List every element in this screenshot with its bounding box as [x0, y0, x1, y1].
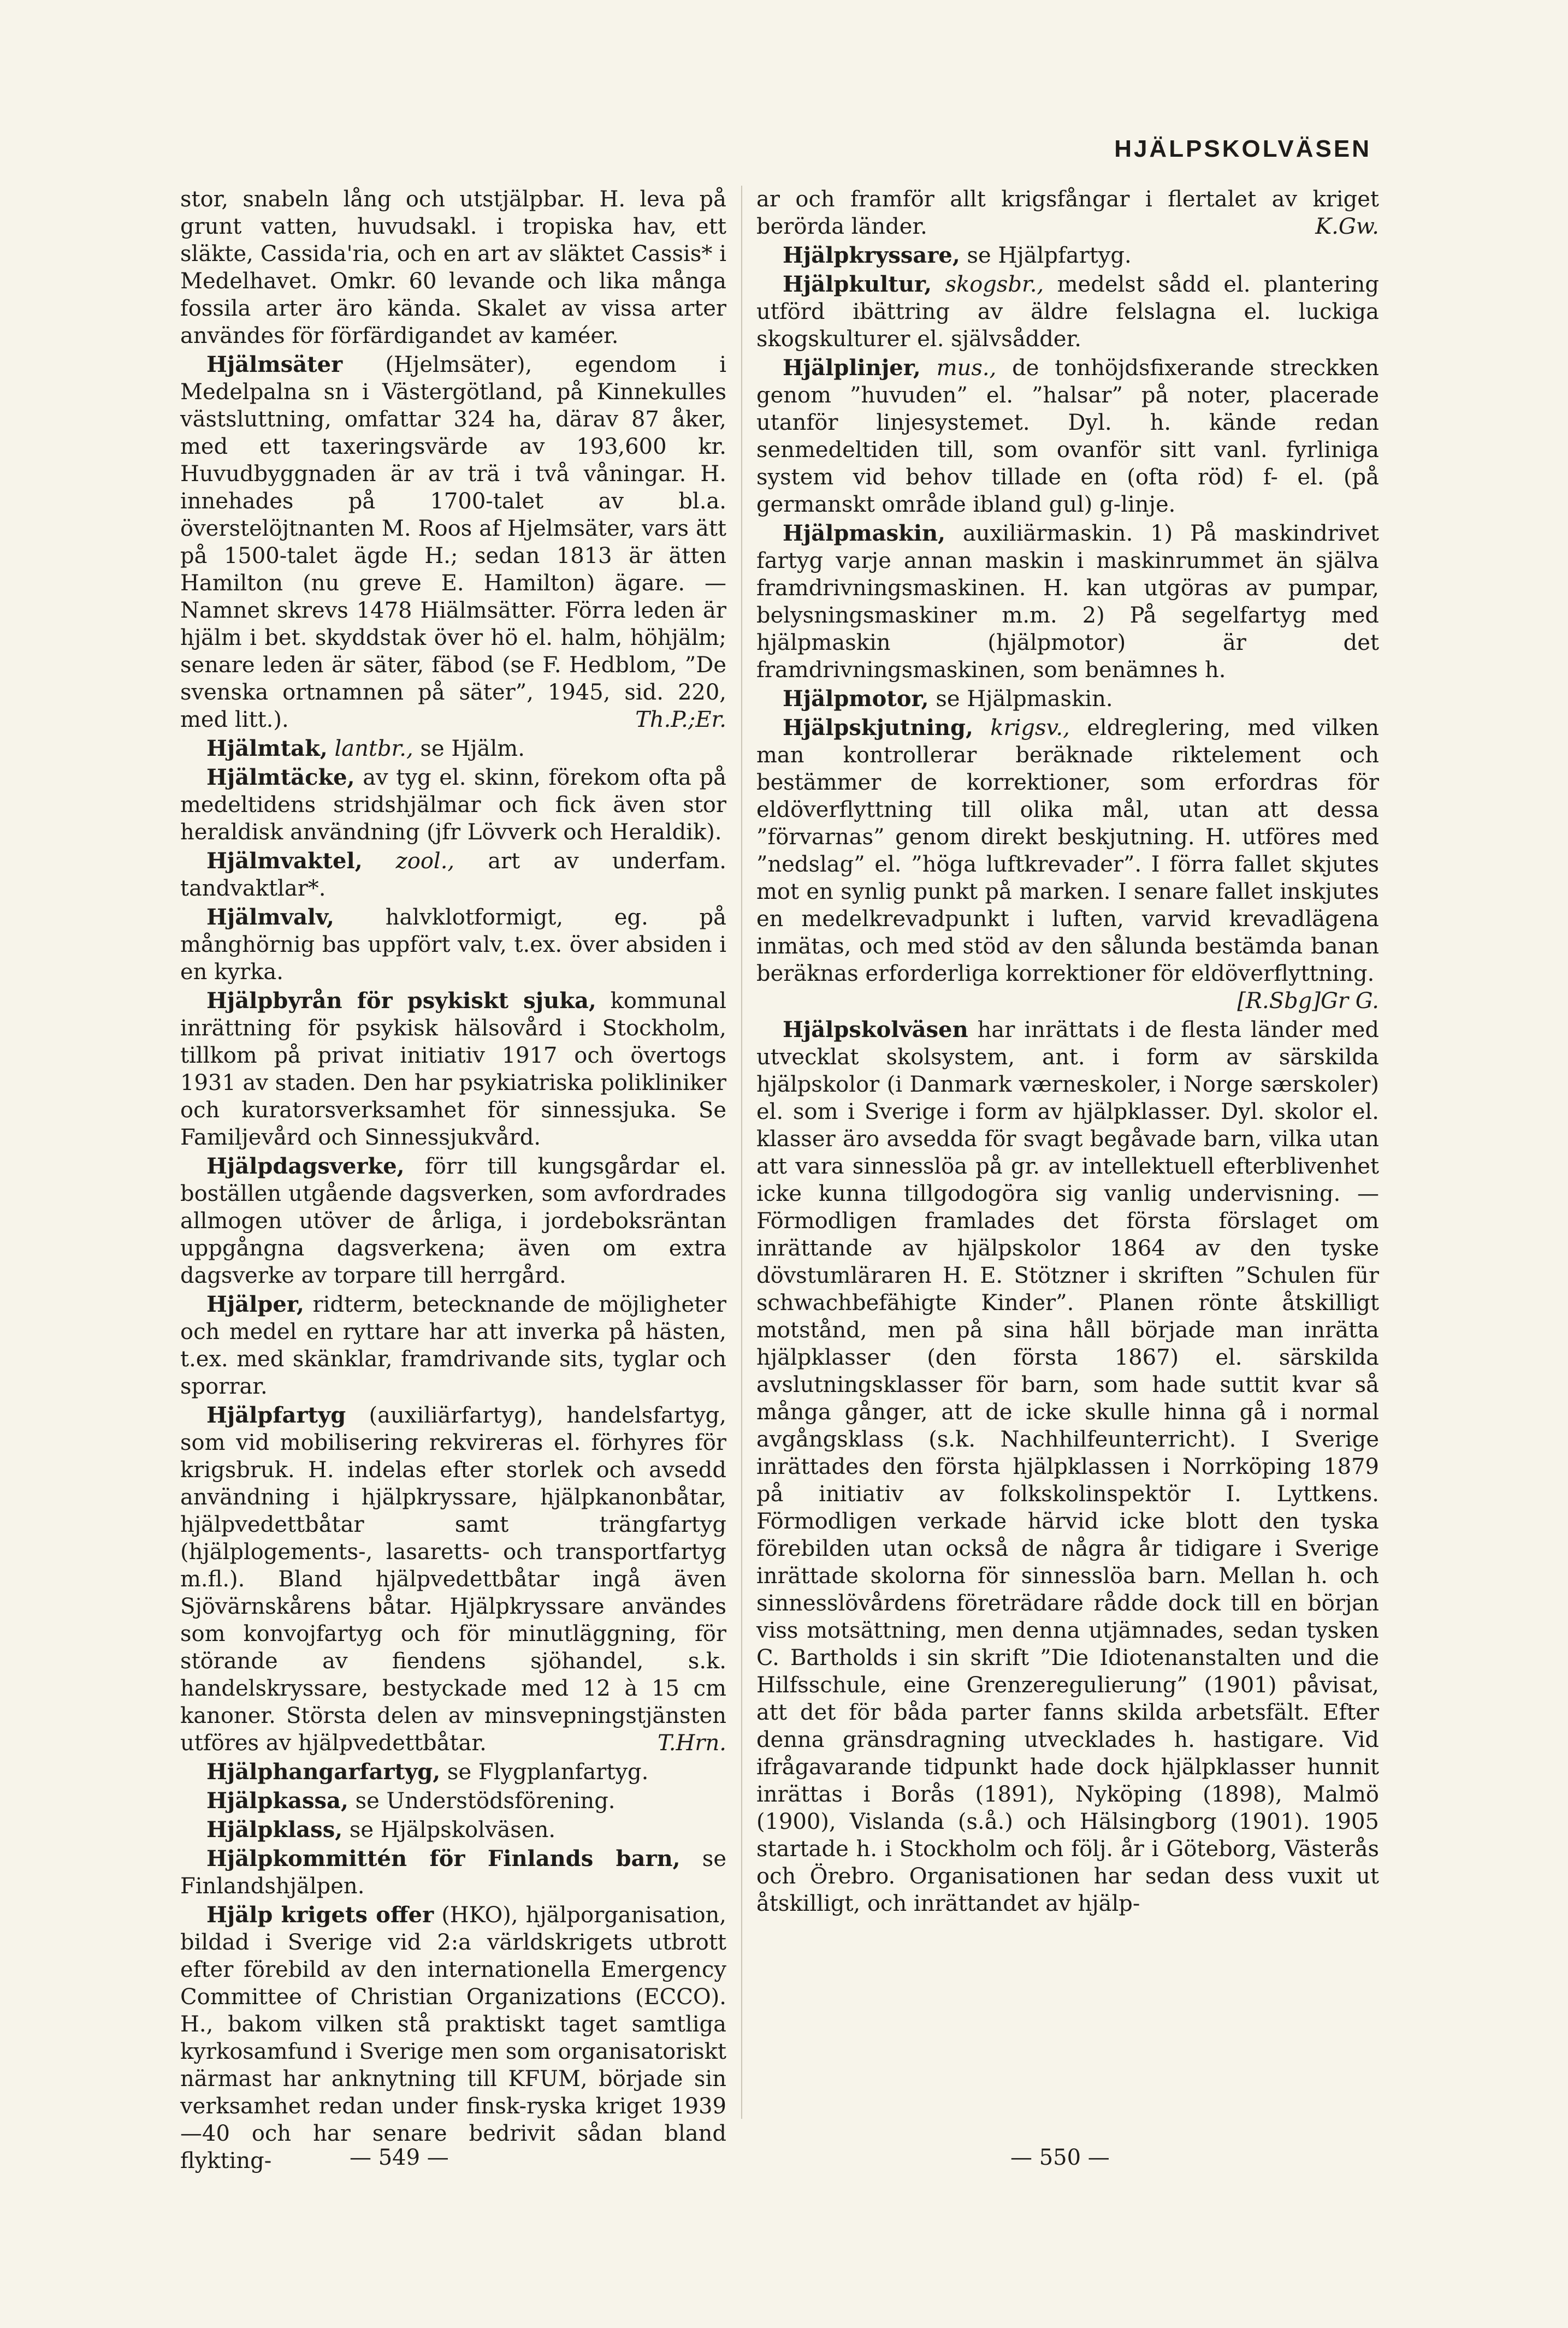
entry-text: (HKO), hjälporganisation, bildad i Sverige vid 2:a världskrigets utbrott efter förebild av den internationella Emergency Committee of Christian Organizations (ECCO). H., bakom vilken stå praktiskt taget samtliga kyrkosamfund i Sverige men som organisatoriskt närmast har anknytning till KFUM, började sin verksamhet redan under finsk-ryska kriget 1939—40 och har senare bedrivit sådan bland flykting- — [180, 1903, 727, 2173]
entry-hjalmvalv — [180, 904, 726, 986]
column-divider — [741, 186, 742, 2119]
entry-hjalphangarfartyg — [180, 1758, 726, 1786]
entry-text: (Hjelmsäter), egendom i Medelpalna sn i Västergötland, på Kinnekulles västsluttning, omfattar 324 ha, därav 87 åker, med ett taxeringsvärde av 193,600 kr. Huvudbyggnaden är av trä i två våningar. H. innehades på 1700-talet av bl.a. överstelöjtnanten M. Roos af Hjelmsäter, vars ätt på 1500-talet ägde H.; sedan 1813 är ätten Hamilton (nu greve E. Hamilton) ägare. — Namnet skrevs 1478 Hiälmsätter. Förra leden är hjälm i bet. skyddstak över hö el. halm, höhjälm; senare leden är säter, fäbod (se F. Hedblom, ”De svenska ortnamnen på säter”, 1945, sid. 220, med litt.). — [180, 352, 726, 732]
entry-text: se Finlandshjälpen. — [180, 1846, 726, 1899]
entry-cont-flykting — [756, 186, 1379, 240]
entry-headword: Hjälmvaktel, — [206, 848, 363, 874]
entry-headword: Hjälmsäter — [206, 352, 343, 377]
entry-headword: Hjälpkassa, — [206, 1788, 348, 1814]
entry-headword: Hjälpbyrån för psykiskt sjuka, — [206, 988, 596, 1014]
entry-headword: Hjälpskolväsen — [783, 1017, 968, 1042]
entry-hjalpdagsverke — [180, 1153, 726, 1289]
entry-text: se Understödsförening. — [355, 1788, 616, 1814]
entry-hjalpskolvasen — [756, 1016, 1379, 1917]
entry-text: se Flygplanfartyg. — [447, 1760, 649, 1785]
entry-text: se Hjälpfartyg. — [967, 243, 1132, 268]
entry-subject-label: skogsbr., — [945, 272, 1044, 297]
entry-hjalmsater — [180, 351, 726, 733]
entry-headword: Hjälp krigets offer — [206, 1902, 434, 1928]
entry-hjalpkassa — [180, 1787, 726, 1815]
left-column — [180, 186, 726, 2176]
entry-headword: Hjälpkultur, — [783, 271, 932, 297]
entry-hjalpmotor — [756, 685, 1379, 713]
author-signature: T.Hrn. — [658, 1731, 726, 1756]
entry-text: medelst sådd el. plantering utförd ibättring av äldre felslagna el. luckiga skogskulturer el. självsådder. — [756, 272, 1379, 352]
entry-headword: Hjälpdagsverke, — [206, 1153, 405, 1179]
entry-text: av tyg el. skinn, förekom ofta på medeltidens stridshjälmar och fick även stor heraldisk användning (jfr Lövverk och Heraldik). — [180, 765, 726, 845]
entry-hjalmtak — [180, 735, 726, 762]
entry-text: ridterm, betecknande de möjligheter och medel en ryttare har att inverka på hästen, t.ex. med skänklar, framdrivande sits, tyglar och sporrar. — [180, 1292, 727, 1399]
entry-headword: Hjälpskjutning, — [783, 715, 973, 741]
entry-headword: Hjälmvalv, — [206, 904, 334, 930]
entry-text: se Hjälm. — [420, 736, 525, 761]
entry-hjalpklass — [180, 1816, 726, 1844]
entry-text: ar och framför allt krigsfångar i flertalet av kriget berörda länder. — [756, 187, 1379, 239]
entry-headword: Hjälpkommittén för Finlands barn, — [206, 1846, 681, 1871]
entry-hjalpkultur — [756, 271, 1379, 353]
author-signature: [R.Sbg]Gr G. — [1237, 988, 1379, 1014]
entry-text: (auxiliärfartyg), handelsfartyg, som vid mobilisering rekvireras el. förhyres för krigsbruk. H. indelas efter storlek och avsedd användning i hjälpkryssare, hjälpkanonbåtar, hjälpvedettbåtar samt trängfartyg (hjälplogements-, lasaretts- och transportfartyg m.fl.). Bland hjälpvedettbåtar ingå även Sjövärnskårens båtar. Hjälpkryssare användes som konvojfartyg och för minutläggning, för störande av fiendens sjöhandel, s.k. handelskryssare, bestyckade med 12 à 15 cm kanoner. Största delen av minsvepningstjänsten utföres av hjälpvedettbåtar. — [180, 1403, 726, 1756]
entry-subject-label: lantbr., — [334, 736, 413, 761]
entry-hjalpkommitten — [180, 1845, 726, 1900]
entry-headword: Hjälphangarfartyg, — [206, 1759, 441, 1785]
entry-headword: Hjälplinjer, — [783, 355, 921, 381]
entry-text: auxiliärmaskin. 1) På maskindrivet fartyg varje annan maskin i maskinrummet än själva framdrivningsmaskinen. H. kan utgöras av pumpar, belysningsmaskiner m.m. 2) På segelfartyg med hjälpmaskin (hjälpmotor) är det framdrivningsmaskinen, som benämnes h. — [756, 521, 1380, 683]
entry-hjalper — [180, 1291, 726, 1400]
entry-hjalpkrigetsoffer — [180, 1902, 726, 2175]
entry-headword: Hjälpfartyg — [206, 1402, 346, 1428]
entry-text: kommunal inrättning för psykisk hälsovård i Stockholm, tillkom på privat initiativ 1917 och övertogs 1931 av staden. Den har psykiatriska polikliniker och kuratorsverksamhet för sinnessjuka. Se Familjevård och Sinnessjukvård. — [180, 988, 726, 1150]
author-signature: Th.P.;Er. — [635, 707, 726, 732]
entry-text: se Hjälpmaskin. — [936, 686, 1113, 712]
entry-text: eldreglering, med vilken man kontrollerar beräknade riktelement och bestämmer de korrektioner, som erfordras för eldöverflyttning till olika mål, utan att dessa ”förvarnas” genom direkt beskjutning. H. utföres med ”nedslag” el. ”höga luftkrevader”. I förra fallet skjutes mot en synlig punkt på marken. I senare fallet inskjutes en medelkrevadpunkt i luften, varvid krevadlägena inmätas, och med stöd av den sålunda bestämda banan beräknas erforderliga korrektioner för eldöverflyttning. — [756, 715, 1379, 986]
entry-headword: Hjälpmaskin, — [783, 520, 946, 546]
entry-text: halvklotformigt, eg. på månghörnig bas uppfört valv, t.ex. över absiden i en kyrka. — [180, 905, 727, 985]
entry-stor — [180, 186, 726, 350]
page-number-left: — 549 — — [350, 2145, 449, 2170]
author-signature: K.Gw. — [1315, 214, 1379, 239]
entry-text: de tonhöjdsfixerande streckken genom ”huvuden” el. ”halsar” på noter, placerade utanför linjesystemet. Dyl. h. kände redan senmedeltiden till, som ovanför sitt vanl. fyrliniga system vid behov tillade en (ofta röd) f- el. (på germanskt område ibland gul) g-linje. — [756, 356, 1379, 517]
entry-text: stor, snabeln lång och utstjälpbar. H. leva på grunt vatten, huvudsakl. i tropiska hav, ett släkte, Cassida'ria, och en art av släktet Cassis* i Medelhavet. Omkr. 60 levande och lika många fossila arter äro kända. Skalet av vissa arter användes för förfärdigandet av kaméer. — [180, 187, 726, 348]
entry-headword: Hjälmtäcke, — [206, 765, 355, 790]
entry-hjalmvaktel — [180, 848, 726, 902]
entry-text: se Hjälpskolväsen. — [349, 1817, 556, 1843]
entry-text: förr till kungsgårdar el. boställen utgående dagsverken, som avfordrades allmogen utöver de årliga, i jordeboksräntan uppgångna dagsverkena; även om extra dagsverke av torpare till herrgård. — [180, 1154, 726, 1288]
entry-hjalpskjutning — [756, 714, 1379, 1015]
right-column — [756, 186, 1379, 1919]
entry-text: art av underfam. tandvaktlar*. — [180, 849, 726, 901]
entry-subject-label: mus., — [936, 356, 997, 381]
entry-hjalmtacke — [180, 764, 726, 846]
entry-headword: Hjälper, — [206, 1292, 304, 1317]
page-number-right: — 550 — — [1010, 2145, 1110, 2170]
entry-hjalplinjer — [756, 354, 1379, 518]
entry-subject-label: krigsv., — [990, 715, 1070, 741]
entry-hjalpfartyg — [180, 1402, 726, 1757]
entry-headword: Hjälpklass, — [206, 1817, 343, 1843]
entry-hjalpbyran — [180, 987, 726, 1151]
entry-text: har inrättats i de flesta länder med utvecklat skolsystem, ant. i form av särskilda hjälpskolor (i Danmark værneskoler, i Norge særskoler) el. som i Sverige i form av hjälpklasser. Dyl. skolor el. klasser äro avsedda för svagt begåvade barn, vilka utan att vara sinnesslöa på gr. av intellektuell efterblivenhet icke kunna tillgodogöra sig vanlig undervisning. — Förmodligen framlades det första förslaget om inrättande av hjälpskolor 1864 av den tyske dövstumläraren H. E. Stötzner i skriften ”Schulen für schwachbefähigte Kinder”. Planen rönte åtskilligt motstånd, men på sina håll började man inrätta hjälpklasser (den första 1867) el. särskilda avslutningsklasser för barn, som hade suttit kvar så många gånger, att de icke skulle hinna gå i normal avgångsklass (s.k. Nachhilfeunterricht). I Sverige inrättades den första hjälpklassen i Norrköping 1879 på initiativ av folkskolinspektör I. Lyttkens. Förmodligen verkade härvid icke blott den tyska förebilden utan också de några år tidigare i Sverige inrättade skolorna för sinnesslöa barn. Mellan h. och sinnesslövårdens företrädare rådde dock till en början viss motsättning, men denna utjämnades, sedan tysken C. Bartholds i sin skrift ”Die Idiotenanstalten und die Hilfsschule, eine Grenzeregulierung” (1901) påvisat, att det för båda parter fanns skilda arbetsfält. Efter denna gränsdragning utvecklades h. hastigare. Vid ifrågavarande tidpunkt hade dock hjälpklasser hunnit inrättas i Borås (1891), Nyköping (1898), Malmö (1900), Vislanda (s.å.) och Hälsingborg (1901). 1905 startade h. i Stockholm och följ. år i Göteborg, Västerås och Örebro. Organisationen har sedan dess vuxit ut åtskilligt, och inrättandet av hjälp- — [756, 1017, 1379, 1916]
running-head: HJÄLPSKOLVÄSEN — [1114, 135, 1371, 162]
entry-hjalpmaskin — [756, 520, 1379, 684]
entry-headword: Hjälpkryssare, — [783, 242, 960, 268]
entry-subject-label: zool., — [395, 849, 455, 874]
entry-headword: Hjälmtak, — [206, 736, 328, 761]
entry-hjalpkryssare — [756, 242, 1379, 269]
entry-headword: Hjälpmotor, — [783, 686, 929, 712]
